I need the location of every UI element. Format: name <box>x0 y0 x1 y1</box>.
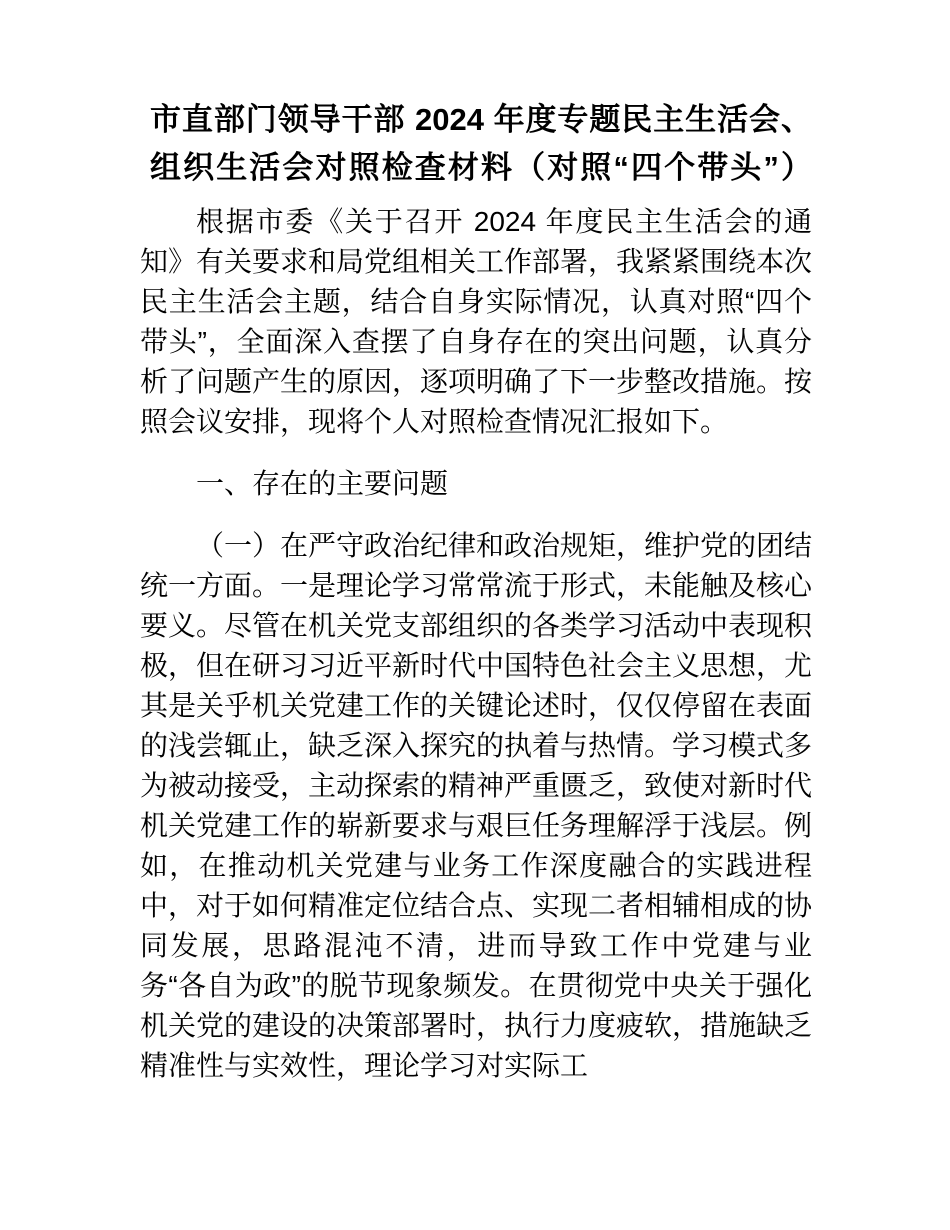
section-body-main-problems: （一）在严守政治纪律和政治规矩，维护党的团结统一方面。一是理论学习常常流于形式，未能触及核心要义。尽管在机关党支部组织的各类学习活动中表现积极，但在研习习近平新时代中国特色社会主义思想，尤其是关乎机关党建工作的关键论述时，仅仅停留在表面的浅尝辄止，缺乏深入探究的执着与热情。学习模式多为被动接受，主动探索的精神严重匮乏，致使对新时代机关党建工作的崭新要求与艰巨任务理解浮于浅层。例如，在推动机关党建与业务工作深度融合的实践进程中，对于如何精准定位结合点、实现二者相辅相成的协同发展，思路混沌不清，进而导致工作中党建与业务“各自为政”的脱节现象频发。在贯彻党中央关于强化机关党的建设的决策部署时，执行力度疲软，措施缺乏精准性与实效性，理论学习对实际工 <box>140 530 813 1081</box>
section-heading-main-problems: 一、存在的主要问题 <box>196 468 449 499</box>
document-content <box>140 96 812 1086</box>
paragraph-spacer-1 <box>140 442 812 464</box>
opening-paragraph: 根据市委《关于召开 2024 年度民主生活会的通知》有关要求和局党组相关工作部署，我紧紧围绕本次民主生活会主题，结合自身实际情况，认真对照“四个带头”，全面深入查摆了自身存在的突出问题，认真分析了问题产生的原因，逐项明确了下一步整改措施。按照会议安排，现将个人对照检查情况汇报如下。 <box>140 206 813 437</box>
paragraph-spacer-2 <box>140 504 812 526</box>
page-title: 市直部门领导干部 2024 年度专题民主生活会、组织生活会对照检查材料（对照“四个带头”） <box>150 102 812 185</box>
